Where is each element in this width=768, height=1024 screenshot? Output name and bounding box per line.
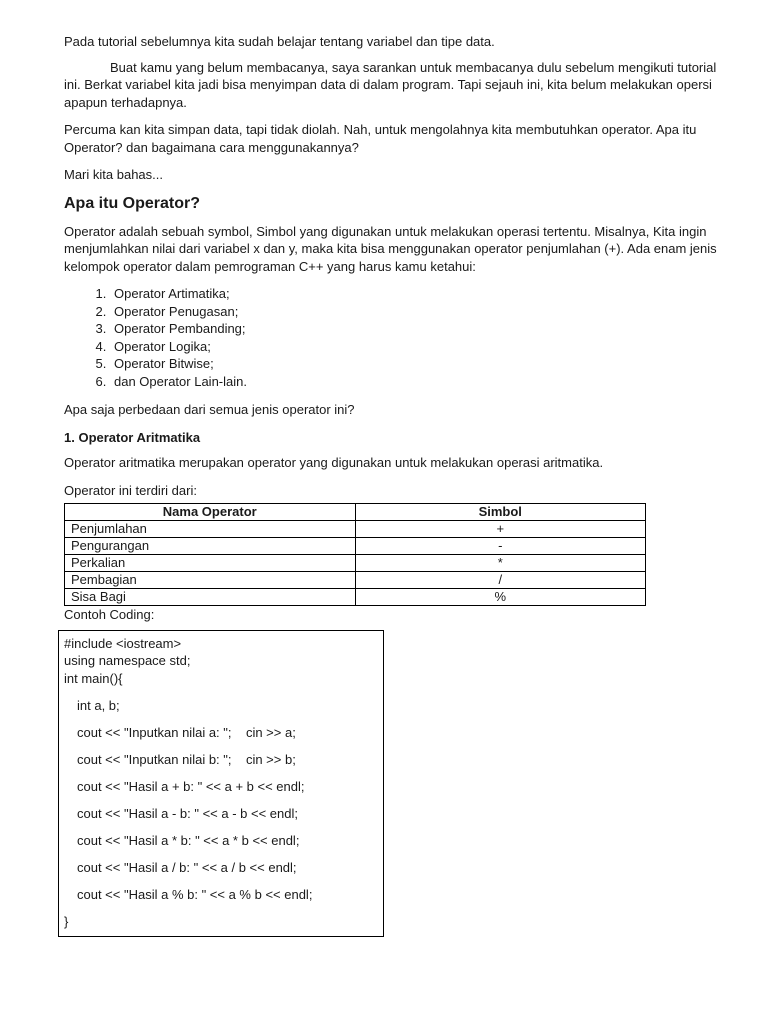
code-line: #include <iostream> xyxy=(64,635,182,651)
list-item: 3. Operator Pembanding; xyxy=(110,320,719,338)
table-cell-name: Pembagian xyxy=(65,572,356,589)
list-item: 6. dan Operator Lain-lain. xyxy=(110,373,719,391)
table-cell-name: Pengurangan xyxy=(65,538,356,555)
operator-question-paragraph: Apa saja perbedaan dari semua jenis operator ini? xyxy=(64,402,355,417)
table-row xyxy=(65,538,646,555)
list-item: 5. Operator Bitwise; xyxy=(110,355,719,373)
list-item: 2. Operator Penugasan; xyxy=(110,303,719,321)
intro-paragraph-3: Percuma kan kita simpan data, tapi tidak diolah. Nah, untuk mengolahnya kita membutuhkan operator. Apa itu Operator? dan bagaimana cara menggunakannya? xyxy=(64,122,697,155)
operator-table xyxy=(64,503,646,606)
code-line: int a, b; xyxy=(77,697,120,713)
code-line: cout << "Inputkan nilai a: "; cin >> a; xyxy=(77,724,296,740)
table-row xyxy=(65,555,646,572)
table-header-row xyxy=(65,504,646,521)
table-row xyxy=(65,572,646,589)
table-intro-text: Operator ini terdiri dari: xyxy=(64,482,197,498)
code-line: cout << "Hasil a % b: " << a % b << endl; xyxy=(77,886,313,902)
operator-definition-paragraph: Operator adalah sebuah symbol, Simbol yang digunakan untuk melakukan operasi tertentu. Misalnya, Kita ingin menjumlahkan nilai dari variabel x dan y, maka kita bisa menggunakan operator penjumlahan (+). Ada enam jenis kelompok operator dalam pemrograman C++ yang harus kamu ketahui: xyxy=(64,223,717,274)
code-line: } xyxy=(64,913,69,929)
table-cell-name: Penjumlahan xyxy=(65,521,356,538)
code-caption: Contoh Coding: xyxy=(64,607,155,622)
section-heading-aritmatika: 1. Operator Aritmatika xyxy=(64,429,201,445)
code-line: int main(){ xyxy=(64,670,123,686)
operator-types-list xyxy=(64,285,719,390)
document-page xyxy=(64,33,719,937)
table-cell-symbol: / xyxy=(355,572,646,589)
table-cell-symbol: * xyxy=(355,555,646,572)
code-line: cout << "Hasil a * b: " << a * b << endl; xyxy=(77,832,300,848)
intro-paragraph-1: Pada tutorial sebelumnya kita sudah belajar tentang variabel dan tipe data. xyxy=(64,34,495,49)
list-item: 4. Operator Logika; xyxy=(110,338,719,356)
code-line: using namespace std; xyxy=(64,653,191,668)
code-example-box xyxy=(58,630,384,938)
table-row xyxy=(65,589,646,606)
code-line: cout << "Hasil a + b: " << a + b << endl; xyxy=(77,778,305,794)
table-header-cell: Simbol xyxy=(355,504,646,521)
table-cell-symbol: % xyxy=(355,589,646,606)
code-line: cout << "Inputkan nilai b: "; cin >> b; xyxy=(77,751,296,767)
table-cell-symbol: - xyxy=(355,538,646,555)
code-line: cout << "Hasil a / b: " << a / b << endl; xyxy=(77,859,297,875)
table-cell-name: Perkalian xyxy=(65,555,356,572)
table-cell-name: Sisa Bagi xyxy=(65,589,356,606)
table-row xyxy=(65,521,646,538)
table-cell-symbol: + xyxy=(355,521,646,538)
list-item: 1. Operator Artimatika; xyxy=(110,285,719,303)
intro-paragraph-2: Buat kamu yang belum membacanya, saya sarankan untuk membacanya dulu sebelum mengikuti tutorial ini. Berkat variabel kita jadi bisa menyimpan data di dalam program. Tapi sejauh ini, kita belum melakukan opersi apapun terhadapnya. xyxy=(64,59,717,110)
code-line: cout << "Hasil a - b: " << a - b << endl; xyxy=(77,805,298,821)
table-header-cell: Nama Operator xyxy=(65,504,356,521)
intro-paragraph-4: Mari kita bahas... xyxy=(64,167,163,182)
section-heading-operator: Apa itu Operator? xyxy=(64,194,201,212)
aritmatika-paragraph: Operator aritmatika merupakan operator yang digunakan untuk melakukan operasi aritmatika. xyxy=(64,455,604,470)
